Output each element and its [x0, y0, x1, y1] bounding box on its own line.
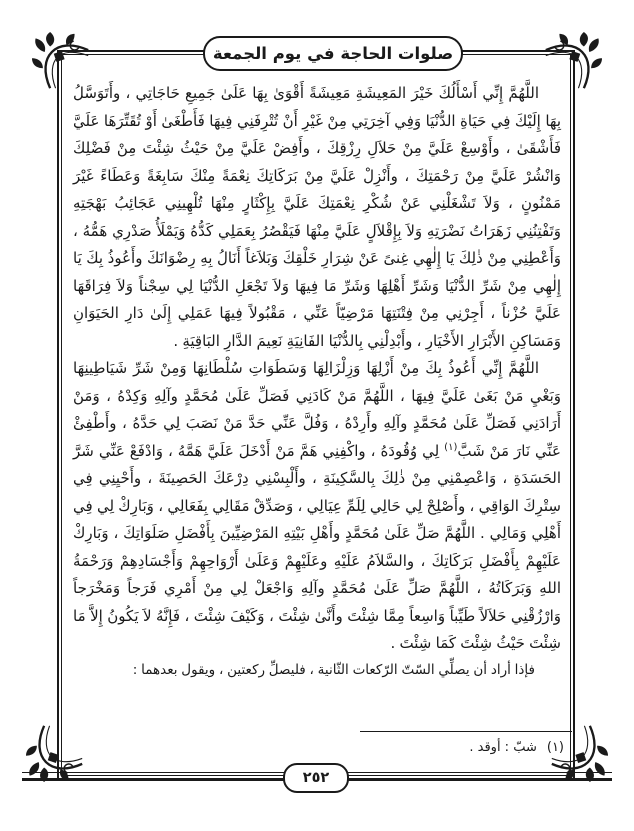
corner-ornament-bottom-left-icon [26, 724, 84, 782]
footnote-marker: (١) [546, 740, 564, 755]
prayer-text [73, 80, 561, 683]
prayer-paragraph-2-text: اللَّهُمَّ إِنِّي أَعُوذُ بِكَ مِنْ أَزْلِهَا وَزِلْزَالِهَا وَسَطَوَاتِ سُلْطَانِهَا وَمِنْ شَرِّ شَيَاطِينِهَا وَبَغْيِ مَنْ بَغَىٰ عَلَيَّ فِيهَا ، اللَّهُمَّ مَنْ كَادَنِي فَصَلِّ عَلَىٰ مُحَمَّدٍ وآلِهِ وَكِدْهُ ، وَمَنْ أَرَادَنِي فَصَلِّ عَلَىٰ مُحَمَّدٍ وآلِهِ وأَرِدْهُ ، وَفُلَّ عَنِّي حَدَّ مَنْ نَصَبَ لِي حَدَّهُ ، وأَطْفِئْ عَنِّي نَارَ مَنْ شَبَّ [73, 359, 561, 460]
page-number: ٢٥٢ [302, 770, 330, 786]
corner-ornament-top-left-icon [32, 32, 90, 90]
footnote-reference-1: (١) [444, 441, 458, 453]
prayer-paragraph-1: اللَّهُمَّ إِنِّي أَسْأَلُكَ خَيْرَ المَعِيشَةِ مَعِيشَةً أَقْوَىٰ بِهَا عَلَىٰ جَمِيعِ حَاجَاتِي ، وأَتَوَسَّلُ بِهَا إِلَيْكَ فِي حَيَاةِ الدُّنْيَا وَفِي آخِرَتِي مِنْ غَيْرِ أَنْ تُتْرِفَنِي فِيهَا فَأَطْغَىٰ أَوْ تُقَتِّرَهَا عَلَيَّ فَأَشْقَىٰ ، وأَوْسِعْ عَلَيَّ مِنْ حَلاَلِ رِزْقِكَ ، وأَفِضْ عَلَيَّ مِنْ حَيْثُ شِئْتَ مِنْ فَضْلِكَ وَانْشُرْ عَلَيَّ مِنْ رَحْمَتِكَ ، وأَنْزِلْ عَلَيَّ مِنْ بَرَكَاتِكَ نِعْمَةً مِنْكَ سَابِغَةً وَعَطَاءً غَيْرَ مَمْنُونٍ ، وَلاَ تَشْغَلْنِي عَنْ شُكْرِ نِعْمَتِكَ عَلَيَّ بِإِكْثَارٍ مِنْهَا تُلْهِينِي عَجَائِبُ بَهْجَتِهِ وَتَفْتِنُنِي زَهَرَاتُ نَضْرَتِهِ وَلاَ بِإِقْلاَلٍ عَلَيَّ مِنْهَا فَيَقْصُرُ بِعَمَلِي كَدُّهُ وَيَمْلَأُ صَدْرِي هَمُّهُ ، وَأَعْطِنِي مِنْ ذٰلِكَ يَا إِلٰهِي غِنىً عَنْ شِرَارِ خَلْقِكَ وَبَلاَغاً أَنَالُ بِهِ رِضْوَانَكَ وأَعُوذُ بِكَ يَا إِلٰهِي مِنْ شَرِّ الدُّنْيَا وَشَرِّ أَهْلِهَا وَشَرِّ مَا فِيهَا وَلاَ تَجْعَلِ الدُّنْيَا لِي سِجْناً وَلاَ فِرَاقَهَا عَلَيَّ حُزْناً ، أَجِرْنِي مِنْ فِتْنَتِهَا مَرْضِيّاً عَنِّي ، مَقْبُولاً فِيهَا عَمَلِي إِلَىٰ دَارِ الحَيَوَانِ وَمَسَاكِنِ الأَبْرَارِ الأَخْيَارِ ، وأَبْدِلْنِي بِالدُّنْيَا الفَانِيَةِ نَعِيمَ الدَّارِ البَاقِيَةِ . [73, 84, 561, 350]
corner-ornament-bottom-right-icon [550, 724, 608, 782]
chapter-title: صلوات الحاجة في يوم الجمعة [212, 44, 454, 63]
chapter-title-banner [203, 36, 463, 71]
prayer-paragraph-2-continued: لِي وُقُودَهُ ، واكْفِنِي هَمَّ مَنْ أَدْخَلَ عَلَيَّ هَمَّهُ ، وَادْفَعْ عَنِّي شَرَّ الحَسَدَةِ ، وَاعْصِمْنِي مِنْ ذٰلِكَ بِالسَّكِينَةِ ، وأَلْبِسْنِي دِرْعَكَ الحَصِينَةَ ، وأَحْيِنِي فِي سِتْرِكَ الوَاقِي ، وأَصْلِحْ لِي حَالِي لِلَمِّ عِيَالِي ، وَصَدِّقْ مَقَالِي بِفَعَالِي ، وَبَارِكْ لِي فِي أَهْلِي وَمَالِي . اللَّهُمَّ صَلِّ عَلَىٰ مُحَمَّدٍ وأَهْلِ بَيْتِهِ المَرْضِيِّينَ بِأَفْضَلِ صَلَوَاتِكَ ، وَبَارِكْ عَلَيْهِمْ بِأَفْضَلِ بَرَكَاتِكَ ، والسَّلاَمُ عَلَيْهِ وعَلَيْهِمْ وَعَلَىٰ أَرْوَاحِهِمْ وَأَجْسَادِهِمْ وَرَحْمَةُ اللهِ وَبَرَكَاتُهُ ، اللَّهُمَّ صَلِّ عَلَىٰ مُحَمَّدٍ وآلِهِ وَاجْعَلْ لِي مِنْ أَمْرِي فَرَجاً وَمَخْرَجاً وَارْزُقْنِي حَلاَلاً طَيِّباً وَاسِعاً مِمَّا شِئْتَ وأَنَّىٰ شِئْتَ ، وَكَيْفَ شِئْتَ ، فَإِنَّهُ لاَ يَكُونُ إِلاَّ مَا شِئْتَ حَيْثُ شِئْتَ كَمَا شِئْتَ . [73, 441, 561, 652]
footnote-separator [360, 731, 572, 732]
corner-ornament-top-right-icon [544, 32, 602, 90]
footnote-text: شبّ : أوقد . [469, 740, 537, 755]
prayer-paragraph-2 [73, 355, 561, 658]
instruction-paragraph: فإذا أراد أن يصلِّي السّتّ الرّكعات الثّانية ، فليصلِّ ركعتين ، ويقول بعدهما : [132, 661, 535, 678]
page-number-badge [283, 763, 349, 793]
